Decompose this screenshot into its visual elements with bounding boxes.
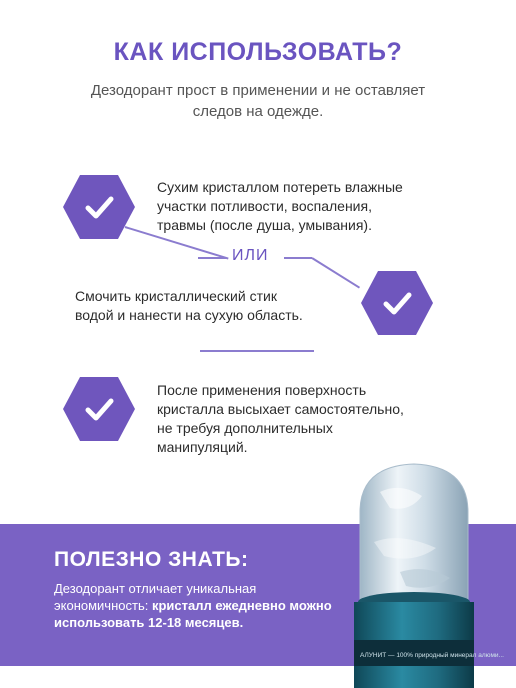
step-text-line: манипуляций. xyxy=(157,439,248,455)
step-text-line: травмы (после душа, умывания). xyxy=(157,217,372,233)
subtitle-line: Дезодорант прост в применении и не оставляет xyxy=(90,82,426,99)
step-text-line: После применения поверхность xyxy=(157,382,367,398)
step-text-line: не требуя дополнительных xyxy=(157,420,333,436)
subtitle-line: следов на одежде. xyxy=(192,103,324,120)
step-text-line: водой и нанести на сухую область. xyxy=(75,307,303,323)
step-1-badge xyxy=(62,174,136,240)
step-3-badge xyxy=(62,376,136,442)
product-label: АЛУНИТ — 100% природный минерал алюми... xyxy=(360,652,504,659)
step-text-line: Сухим кристаллом потереть влажные xyxy=(157,179,403,195)
step-1-text xyxy=(157,178,457,235)
step-2-badge xyxy=(360,270,434,336)
useful-text-regular: Дезодорант отличает уникальная экономичность: xyxy=(54,581,257,613)
useful-text-bold: кристалл ежедневно можно использовать 12-18 месяцев. xyxy=(54,598,332,630)
check-icon xyxy=(62,174,136,240)
step-text-line: Смочить кристаллический стик xyxy=(75,288,277,304)
connector-line xyxy=(198,257,226,259)
page-title: КАК ИСПОЛЬЗОВАТЬ? xyxy=(113,38,403,66)
step-3-text xyxy=(157,381,457,457)
step-text-line: кристалла высыхает самостоятельно, xyxy=(157,401,404,417)
step-text-line: участки потливости, воспаления, xyxy=(157,198,372,214)
divider-line xyxy=(200,350,314,352)
connector-line xyxy=(284,257,312,259)
page-subtitle xyxy=(40,80,476,122)
useful-info-title: ПОЛЕЗНО ЗНАТЬ: xyxy=(54,548,249,571)
crystal-deodorant-image xyxy=(340,452,504,688)
useful-info-text xyxy=(54,580,334,631)
step-2-text xyxy=(75,287,375,325)
check-icon xyxy=(360,270,434,336)
or-separator: ИЛИ xyxy=(232,247,269,264)
connector-line xyxy=(311,257,360,288)
check-icon xyxy=(62,376,136,442)
